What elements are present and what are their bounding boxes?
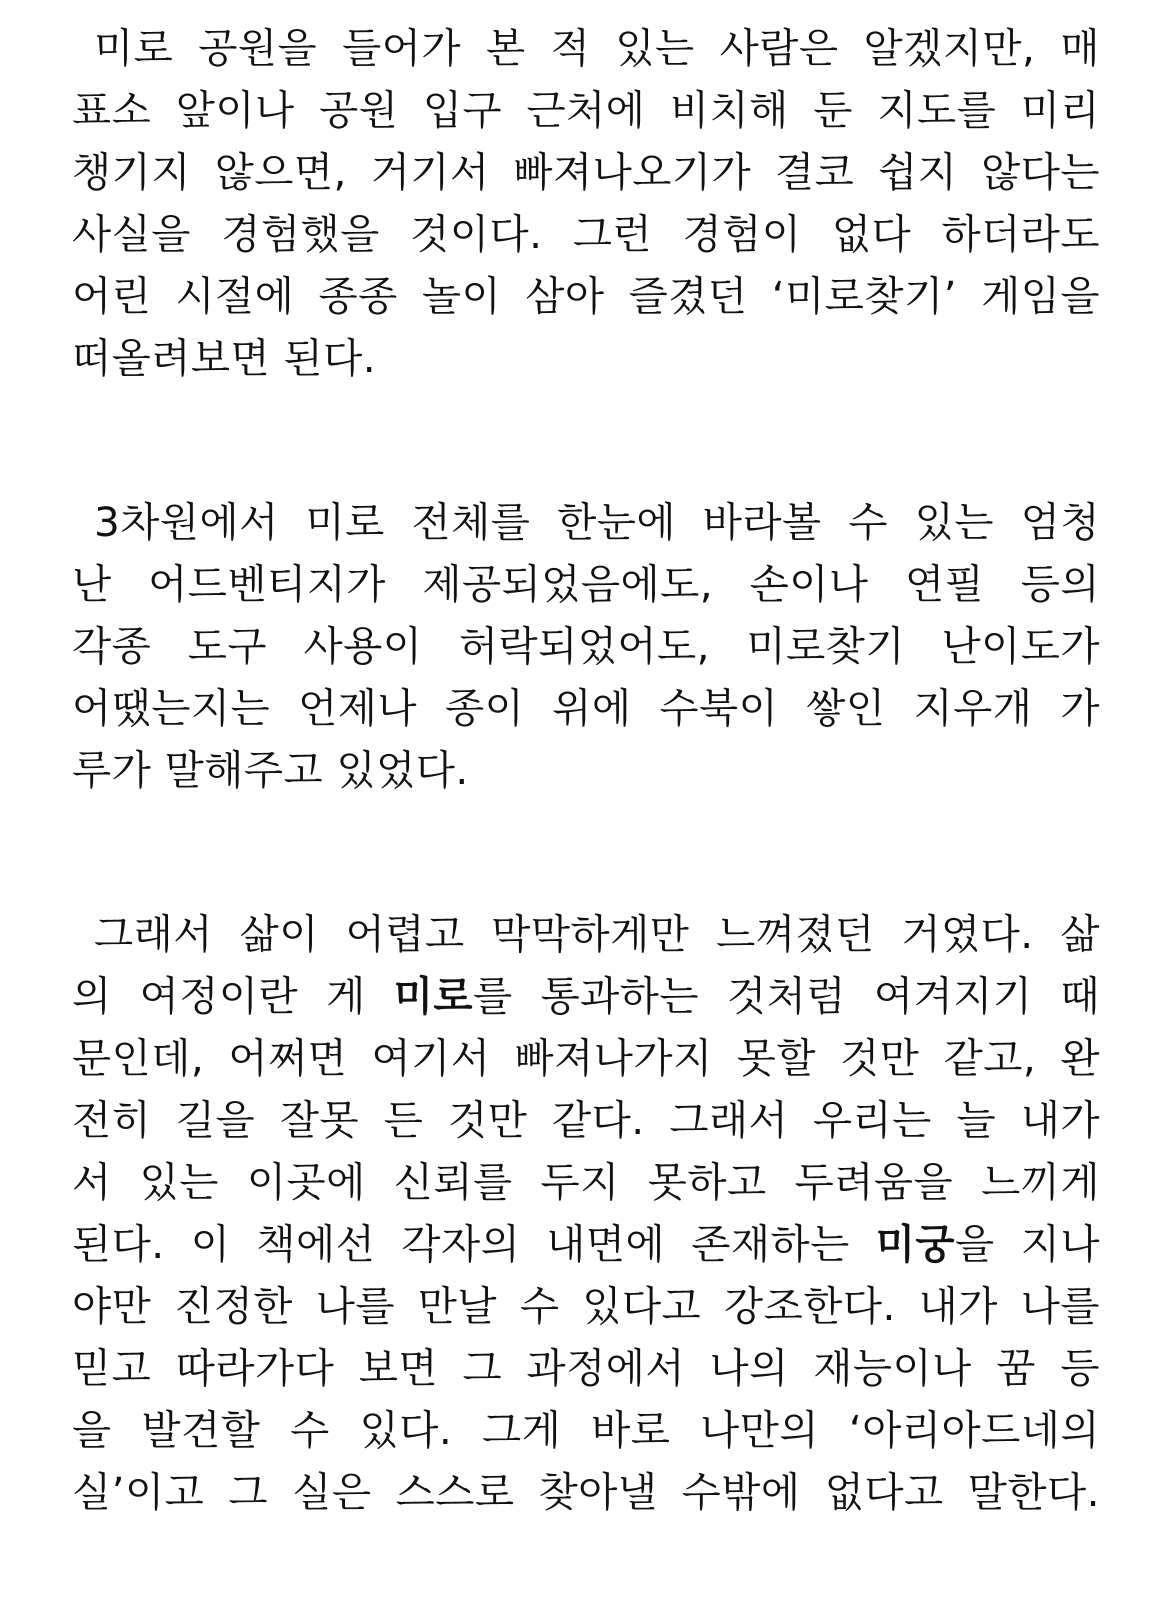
paragraph-2-line-3: 각종 도구 사용이 허락되었어도, 미로찾기 난이도가 [72, 622, 1100, 670]
paragraph-3-line-2-text-a: 의 여정이란 게 [72, 972, 394, 1020]
paragraph-3-line-6 [72, 1213, 1100, 1275]
paragraph-3-line-4: 전히 길을 잘못 든 것만 같다. 그래서 우리는 늘 내가 [72, 1096, 1100, 1144]
emphasis-miro: 미로 [393, 972, 473, 1020]
paragraph-3-line-8: 믿고 따라가다 보면 그 과정에서 나의 재능이나 꿈 등 [72, 1344, 1100, 1392]
paragraph-3-line-5: 서 있는 이곳에 신뢰를 두지 못하고 두려움을 느끼게 [72, 1158, 1100, 1206]
paragraph-2-line-5: 루가 말해주고 있었다. [72, 746, 469, 794]
paragraph-3-line-7: 야만 진정한 나를 만날 수 있다고 강조한다. 내가 나를 [72, 1282, 1100, 1330]
paragraph-3-line-2 [72, 965, 1100, 1027]
paragraph-1-line-4: 사실을 경험했을 것이다. 그런 경험이 없다 하더라도 [72, 210, 1100, 258]
paragraph-1-line-5: 어린 시절에 종종 놀이 삼아 즐겼던 ‘미로찾기’ 게임을 [72, 272, 1100, 320]
paragraph-1-line-2: 표소 앞이나 공원 입구 근처에 비치해 둔 지도를 미리 [72, 86, 1100, 134]
paragraph-3-line-6-text-b: 을 지나 [955, 1220, 1100, 1268]
paragraph-1-line-3: 챙기지 않으면, 거기서 빠져나오기가 결코 쉽지 않다는 [72, 148, 1100, 196]
paragraph-2-line-4: 어땠는지는 언제나 종이 위에 수북이 쌓인 지우개 가 [72, 684, 1100, 732]
paragraph-1-line-6: 떠올려보면 된다. [72, 334, 377, 382]
paragraph-3-line-9: 을 발견할 수 있다. 그게 바로 나만의 ‘아리아드네의 [72, 1406, 1100, 1454]
paragraph-3-line-6-text-a: 된다. 이 책에선 각자의 내면에 존재하는 [72, 1220, 876, 1268]
paragraph-3-line-10: 실’이고 그 실은 스스로 찾아낼 수밖에 없다고 말한다. [72, 1468, 1100, 1516]
paragraph-1-line-1: 미로 공원을 들어가 본 적 있는 사람은 알겠지만, 매 [94, 24, 1100, 72]
paragraph-3-line-1: 그래서 삶이 어렵고 막막하게만 느껴졌던 거였다. 삶 [94, 910, 1100, 958]
paragraph-2-line-2: 난 어드벤티지가 제공되었음에도, 손이나 연필 등의 [72, 560, 1100, 608]
paragraph-3-line-2-text-b: 를 통과하는 것처럼 여겨지기 때 [472, 972, 1101, 1020]
paragraph-2-line-1: 3차원에서 미로 전체를 한눈에 바라볼 수 있는 엄청 [94, 498, 1100, 546]
emphasis-migung: 미궁 [875, 1220, 956, 1268]
paragraph-3-line-3: 문인데, 어쩌면 여기서 빠져나가지 못할 것만 같고, 완 [72, 1034, 1100, 1082]
